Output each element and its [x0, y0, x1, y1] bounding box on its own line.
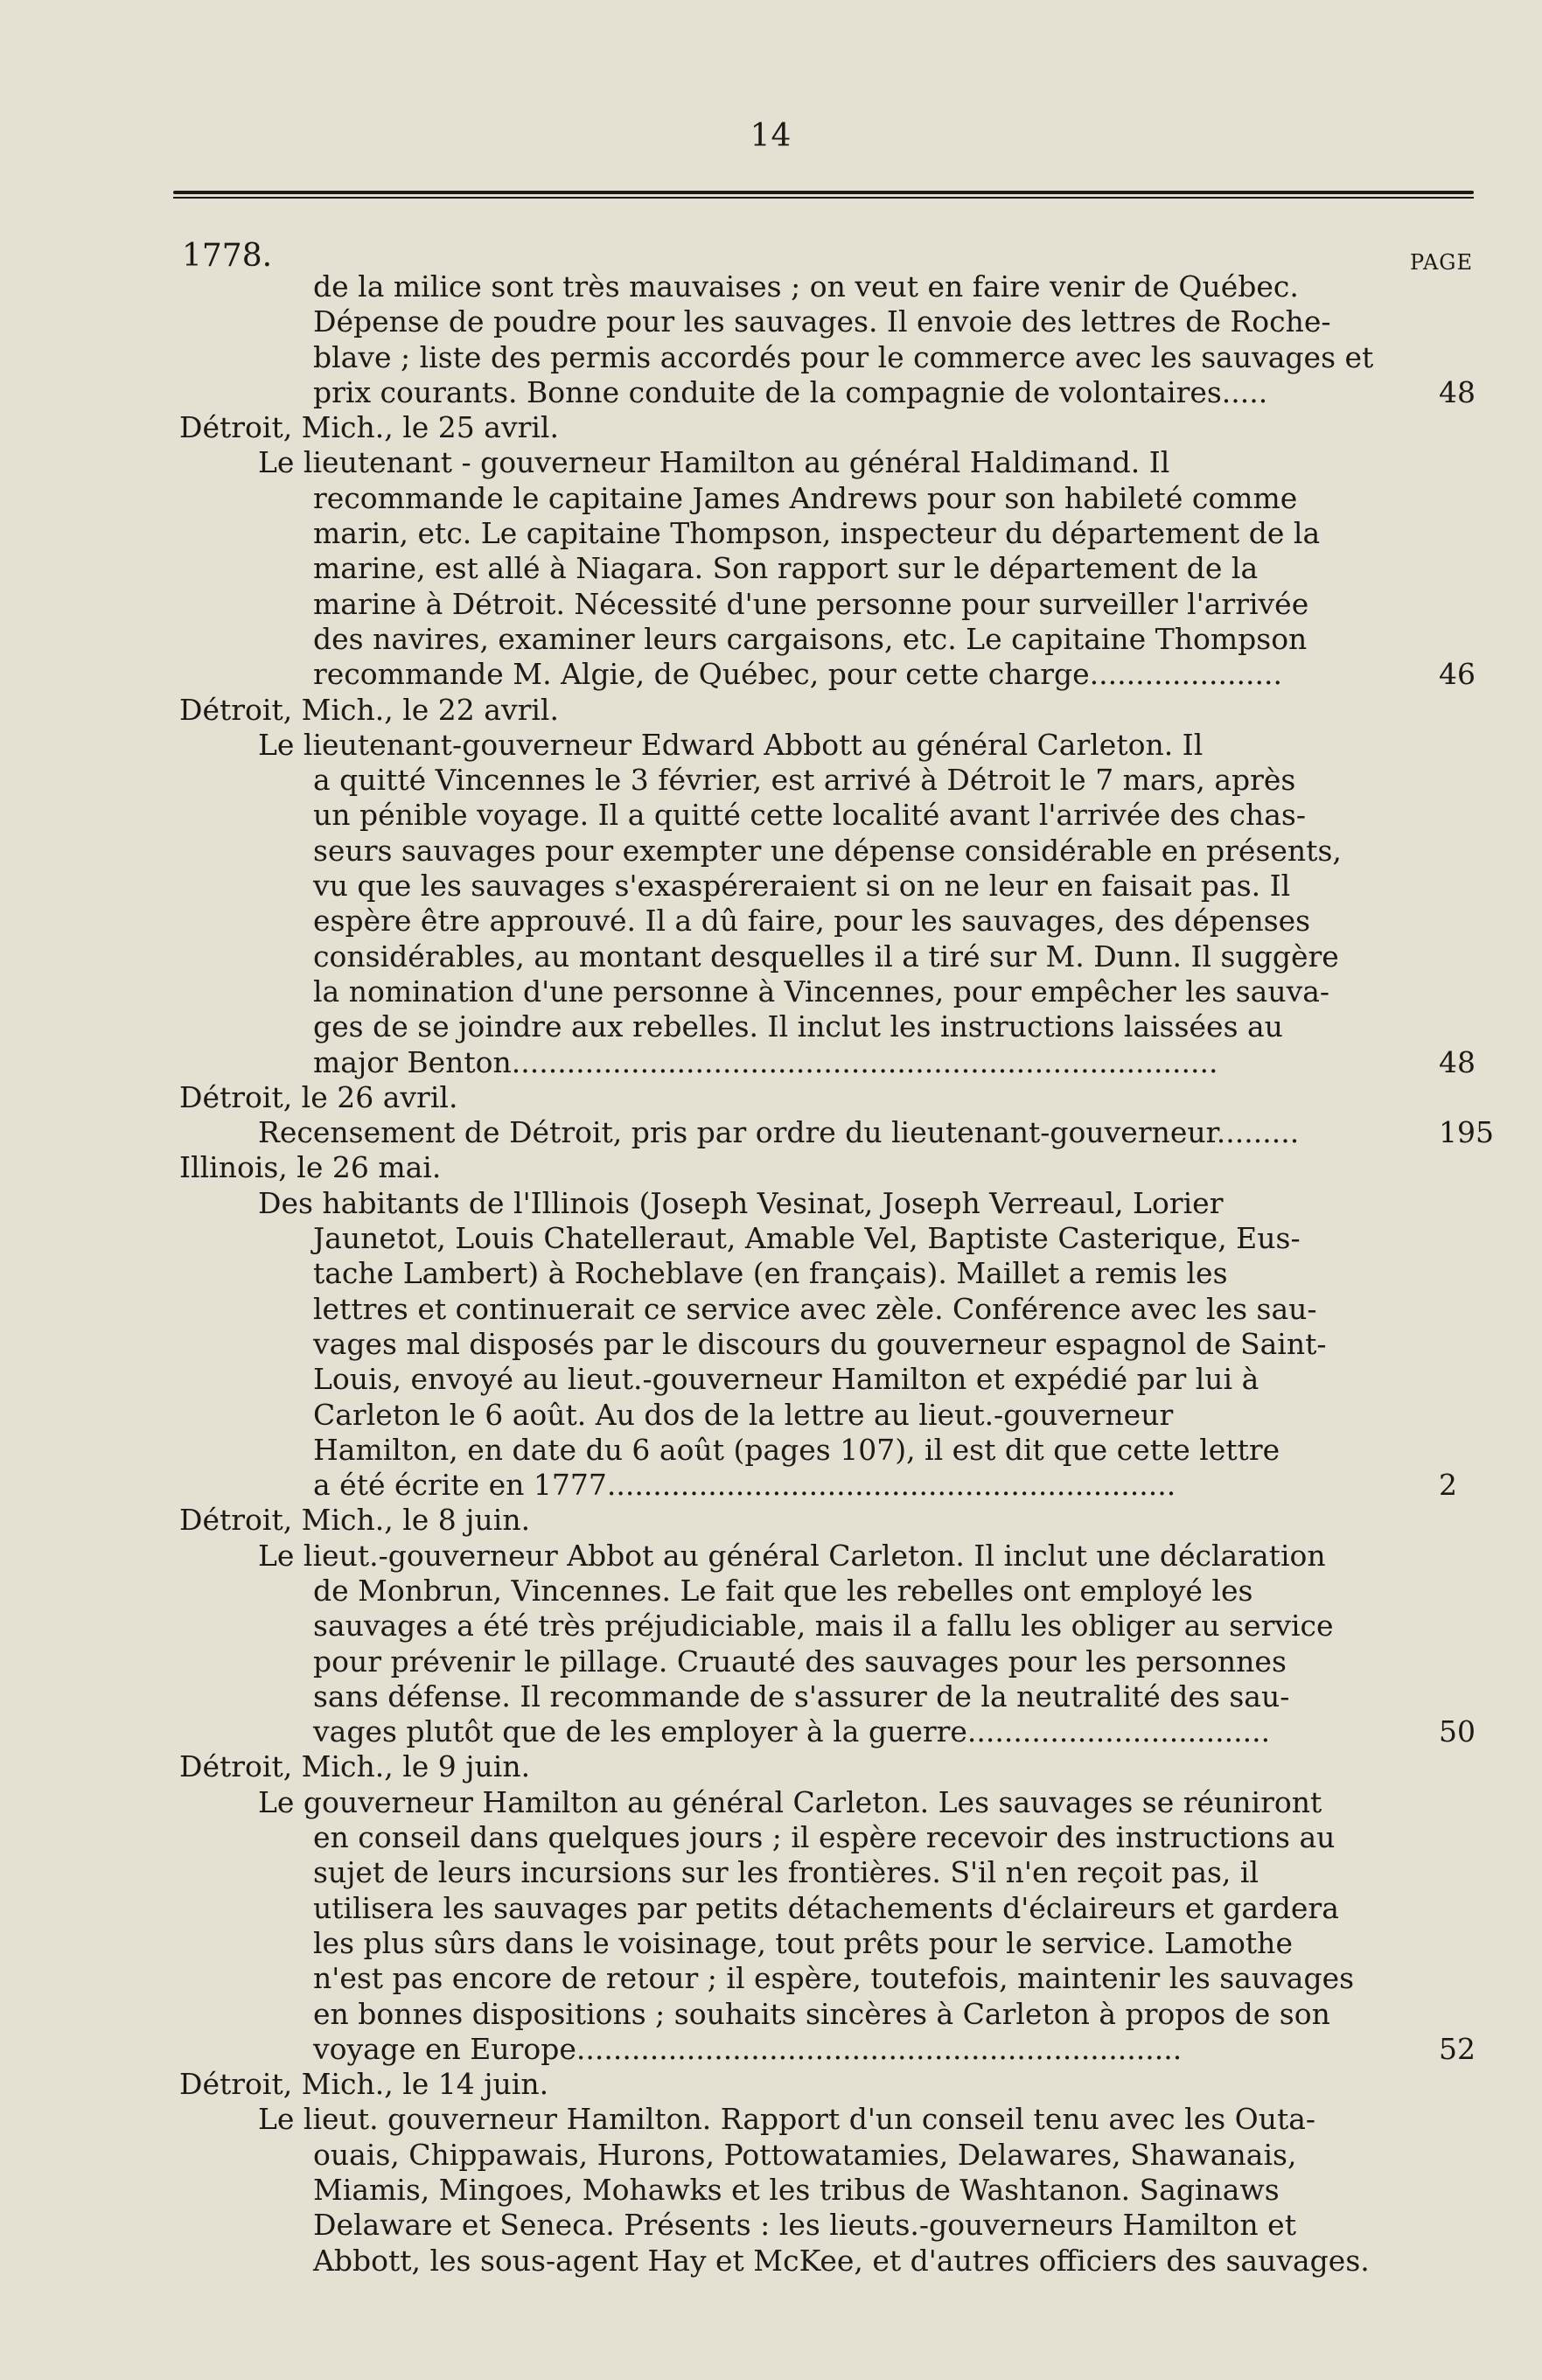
line-text: Le lieut.-gouverneur Abbot au général Carleton. Il inclut une déclaration	[258, 1538, 1326, 1573]
line-text: blave ; liste des permis accordés pour le commerce avec les sauvages et	[313, 339, 1374, 374]
year-heading: 1778.	[182, 238, 273, 274]
line-text: de la milice sont très mauvaises ; on veut en faire venir de Québec.	[313, 269, 1299, 304]
entry-location-date	[179, 1503, 1399, 1538]
page-column-label: PAGE	[1410, 250, 1473, 275]
entry-text-line	[179, 2102, 1399, 2137]
entry-location-date	[179, 1150, 1399, 1185]
entry-text-line	[179, 1926, 1399, 1961]
line-text: Hamilton, en date du 6 août (pages 107), il est dit que cette lettre	[313, 1432, 1280, 1467]
entry-text-line	[179, 798, 1399, 833]
entry-location-date	[179, 1080, 1399, 1115]
line-text: Détroit, Mich., le 8 juin.	[179, 1503, 531, 1538]
line-text: a été écrite en 1777..............................................................	[313, 1468, 1176, 1503]
entry-text-line	[179, 1468, 1457, 1503]
line-text: Louis, envoyé au lieut.-gouverneur Hamilton et expédié par lui à	[313, 1362, 1259, 1397]
line-text: la nomination d'une personne à Vincennes, pour empêcher les sauva-	[313, 974, 1330, 1009]
entry-text-line	[179, 1433, 1399, 1468]
line-text: recommande M. Algie, de Québec, pour cette charge.....................	[313, 657, 1282, 692]
entry-text-line	[179, 2138, 1399, 2173]
line-text: Le lieutenant - gouverneur Hamilton au général Haldimand. Il	[258, 445, 1170, 480]
line-text: Le lieutenant-gouverneur Edward Abbott au général Carleton. Il	[258, 727, 1204, 762]
line-text: vages plutôt que de les employer à la guerre.................................	[313, 1714, 1271, 1749]
entry-text-line	[179, 622, 1399, 657]
entry-text-line	[179, 269, 1399, 304]
page-reference: 2	[1439, 1468, 1457, 1503]
entry-text-line	[179, 974, 1399, 1009]
line-text: Détroit, le 26 avril.	[179, 1079, 458, 1114]
entry-text-line	[179, 763, 1399, 798]
entry-text-line	[179, 516, 1399, 551]
line-text: Recensement de Détroit, pris par ordre du lieutenant-gouverneur.........	[258, 1115, 1300, 1150]
entry-text-line	[179, 1221, 1399, 1256]
line-text: Le lieut. gouverneur Hamilton. Rapport d'un conseil tenu avec les Outa-	[258, 2102, 1316, 2137]
line-text: les plus sûrs dans le voisinage, tout prêts pour le service. Lamothe	[313, 1925, 1293, 1960]
line-text: Détroit, Mich., le 14 juin.	[179, 2067, 549, 2102]
line-text: voyage en Europe..................................................................	[313, 2031, 1183, 2066]
entry-text-line	[179, 834, 1399, 869]
page-reference: 48	[1439, 374, 1476, 409]
line-text: Delaware et Seneca. Présents : les lieuts.-gouverneurs Hamilton et	[313, 2208, 1296, 2243]
line-text: n'est pas encore de retour ; il espère, toutefois, maintenir les sauvages	[313, 1961, 1355, 1996]
line-text: Dépense de poudre pour les sauvages. Il envoie des lettres de Roche-	[313, 304, 1331, 339]
entry-text-line	[179, 1327, 1399, 1362]
entry-location-date	[179, 2067, 1399, 2102]
entry-text-line	[179, 869, 1399, 904]
line-text: pour prévenir le pillage. Cruauté des sauvages pour les personnes	[313, 1644, 1287, 1679]
line-text: en conseil dans quelques jours ; il espère recevoir des instructions au	[313, 1820, 1336, 1855]
line-text: tache Lambert) à Rocheblave (en français). Maillet a remis les	[313, 1256, 1228, 1291]
line-text: sans défense. Il recommande de s'assurer de la neutralité des sau-	[313, 1679, 1290, 1713]
line-text: de Monbrun, Vincennes. Le fait que les rebelles ont employé les	[313, 1573, 1253, 1608]
page-reference: 52	[1439, 2031, 1476, 2066]
entry-text-line	[179, 1115, 1494, 1150]
entry-text-line	[179, 2208, 1399, 2243]
entry-text-line	[179, 1891, 1399, 1926]
entry-text-line	[179, 304, 1399, 339]
entry-text-line	[179, 1679, 1399, 1714]
line-text: utilisera les sauvages par petits détachements d'éclaireurs et gardera	[313, 1890, 1339, 1925]
line-text: recommande le capitaine James Andrews pour son habileté comme	[313, 480, 1298, 515]
line-text: lettres et continuerait ce service avec zèle. Conférence avec les sau-	[313, 1291, 1317, 1326]
line-text: ges de se joindre aux rebelles. Il inclut les instructions laissées au	[313, 1009, 1283, 1044]
line-text: vages mal disposés par le discours du gouverneur espagnol de Saint-	[313, 1326, 1327, 1361]
entry-text-line	[179, 2031, 1476, 2067]
line-text: Illinois, le 26 mai.	[179, 1150, 442, 1185]
entries-body	[179, 269, 1494, 2279]
entry-text-line	[179, 587, 1399, 622]
entry-text-line	[179, 374, 1476, 410]
entry-text-line	[179, 1362, 1399, 1397]
entry-text-line	[179, 728, 1399, 763]
line-text: seurs sauvages pour exempter une dépense considérable en présents,	[313, 833, 1342, 868]
line-text: marine, est allé à Niagara. Son rapport sur le département de la	[313, 551, 1259, 586]
page-reference: 46	[1439, 657, 1476, 692]
entry-text-line	[179, 1997, 1399, 2032]
entry-text-line	[179, 481, 1399, 516]
line-text: Détroit, Mich., le 9 juin.	[179, 1749, 531, 1784]
entry-text-line	[179, 1609, 1399, 1644]
entry-text-line	[179, 1961, 1399, 1996]
entry-location-date	[179, 410, 1399, 445]
line-text: vu que les sauvages s'exaspéreraient si on ne leur en faisait pas. Il	[313, 869, 1291, 904]
entry-text-line	[179, 340, 1399, 375]
line-text: ouais, Chippawais, Hurons, Pottowatamies, Delawares, Shawanais,	[313, 2137, 1297, 2172]
entry-text-line	[179, 1256, 1399, 1291]
entry-text-line	[179, 1855, 1399, 1890]
line-text: espère être approuvé. Il a dû faire, pour les sauvages, des dépenses	[313, 904, 1311, 939]
entry-text-line	[179, 1539, 1399, 1574]
entry-text-line	[179, 657, 1476, 692]
line-text: un pénible voyage. Il a quitté cette localité avant l'arrivée des chas-	[313, 798, 1307, 833]
page-reference: 50	[1439, 1714, 1476, 1749]
line-text: Détroit, Mich., le 25 avril.	[179, 410, 559, 445]
entry-text-line	[179, 1644, 1399, 1679]
line-text: Abbott, les sous-agent Hay et McKee, et d'autres officiers des sauvages.	[313, 2243, 1370, 2278]
page-number: 14	[750, 118, 792, 154]
line-text: Des habitants de l'Illinois (Joseph Vesinat, Joseph Verreaul, Lorier	[258, 1185, 1224, 1220]
line-text: Carleton le 6 août. Au dos de la lettre au lieut.-gouverneur	[313, 1397, 1174, 1432]
entry-text-line	[179, 1292, 1399, 1327]
entry-text-line	[179, 1820, 1399, 1855]
entry-text-line	[179, 1714, 1476, 1749]
entry-text-line	[179, 2244, 1399, 2279]
entry-text-line	[179, 1398, 1399, 1433]
line-text: en bonnes dispositions ; souhaits sincères à Carleton à propos de son	[313, 1996, 1330, 2031]
line-text: considérables, au montant desquelles il a tiré sur M. Dunn. Il suggère	[313, 939, 1339, 974]
entry-text-line	[179, 551, 1399, 586]
entry-text-line	[179, 2173, 1399, 2208]
line-text: Le gouverneur Hamilton au général Carleton. Les sauvages se réuniront	[258, 1784, 1322, 1819]
line-text: major Benton.............................................................................	[313, 1044, 1218, 1079]
entry-text-line	[179, 1186, 1399, 1221]
header-rule	[173, 191, 1474, 199]
entry-text-line	[179, 1785, 1399, 1820]
line-text: Détroit, Mich., le 22 avril.	[179, 692, 559, 727]
entry-text-line	[179, 1044, 1476, 1080]
line-text: a quitté Vincennes le 3 février, est arrivé à Détroit le 7 mars, après	[313, 763, 1296, 798]
line-text: sujet de leurs incursions sur les frontières. S'il n'en reçoit pas, il	[313, 1855, 1259, 1890]
entry-location-date	[179, 1749, 1399, 1784]
entry-text-line	[179, 939, 1399, 974]
entry-text-line	[179, 1009, 1399, 1044]
line-text: prix courants. Bonne conduite de la compagnie de volontaires.....	[313, 374, 1268, 409]
line-text: marin, etc. Le capitaine Thompson, inspecteur du département de la	[313, 516, 1321, 551]
line-text: sauvages a été très préjudiciable, mais il a fallu les obliger au service	[313, 1609, 1334, 1644]
entry-text-line	[179, 904, 1399, 939]
page-reference: 195	[1439, 1115, 1494, 1150]
line-text: Jaunetot, Louis Chatelleraut, Amable Vel, Baptiste Casterique, Eus-	[313, 1221, 1301, 1256]
line-text: Miamis, Mingoes, Mohawks et les tribus de Washtanon. Saginaws	[313, 2173, 1280, 2208]
entry-text-line	[179, 1574, 1399, 1609]
line-text: des navires, examiner leurs cargaisons, etc. Le capitaine Thompson	[313, 621, 1308, 656]
entry-location-date	[179, 693, 1399, 728]
page-reference: 48	[1439, 1044, 1476, 1079]
line-text: marine à Détroit. Nécessité d'une personne pour surveiller l'arrivée	[313, 586, 1309, 621]
entry-text-line	[179, 445, 1399, 480]
